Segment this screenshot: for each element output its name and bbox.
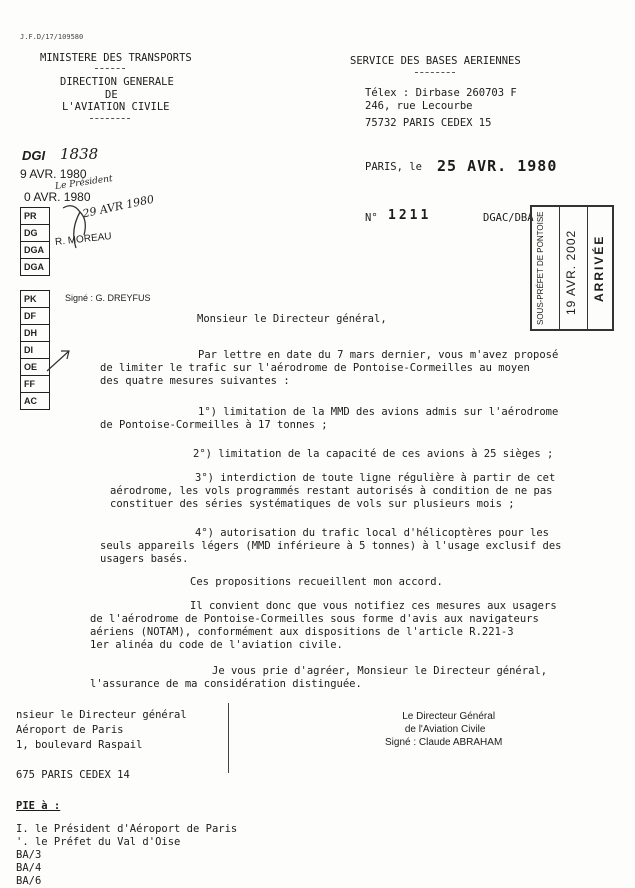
line: 3°) interdiction de toute ligne régulière à partir de cet xyxy=(195,472,556,484)
stamp-date: 19 AVR. 2002 xyxy=(564,229,578,315)
received-date-2: 0 AVR. 1980 xyxy=(24,190,91,204)
copies-label: PIE à : xyxy=(16,800,61,812)
recipient-line: 1, boulevard Raspail xyxy=(16,739,143,751)
routing-cell: DI xyxy=(21,342,49,359)
recipient-line: Aéroport de Paris xyxy=(16,724,124,736)
divider xyxy=(587,207,588,329)
service-name: SERVICE DES BASES AERIENNES xyxy=(350,55,521,67)
routing-box-top xyxy=(20,207,50,276)
closing xyxy=(90,665,547,691)
line: de limiter le trafic sur l'aérodrome de Pontoise-Cormeilles au moyen xyxy=(100,362,530,374)
line: des quatre mesures suivantes : xyxy=(100,375,290,387)
service-code: DGAC/DBA xyxy=(483,212,534,224)
copies-list xyxy=(16,823,237,888)
street-line: 246, rue Lecourbe xyxy=(365,100,473,112)
paragraph-intro xyxy=(100,349,558,388)
telex-line: Télex : Dirbase 260703 F xyxy=(365,87,517,99)
moreau-stamp: R. MOREAU xyxy=(54,231,113,248)
measure-4 xyxy=(100,527,561,566)
line: 2°) limitation de la capacité de ces avions à 25 sièges ; xyxy=(193,448,554,460)
routing-arrow-mark xyxy=(45,345,75,375)
line: de Pontoise-Cormeilles à 17 tonnes ; xyxy=(100,419,328,431)
paragraph-notam xyxy=(90,600,557,652)
line: aérodrome, les vols programmés restant autorisés à condition de ne pas xyxy=(110,485,553,497)
top-reference: J.F.D/17/109580 xyxy=(20,33,84,41)
city-line: 75732 PARIS CEDEX 15 xyxy=(365,117,492,129)
divider xyxy=(415,72,455,74)
signe-dreyfus: Signé : G. DREYFUS xyxy=(65,293,151,303)
divider xyxy=(228,703,229,773)
measure-2 xyxy=(100,448,553,461)
signature-line: Le Directeur Général xyxy=(402,711,496,722)
dgi-stamp: DGI xyxy=(22,148,46,163)
received-date-1: 9 AVR. 1980 xyxy=(20,167,87,181)
line: Ces propositions recueillent mon accord. xyxy=(190,576,443,588)
line: Je vous prie d'agréer, Monsieur le Directeur général, xyxy=(212,665,548,677)
stamp-label: ARRIVÉE xyxy=(592,234,606,302)
routing-cell: FF xyxy=(21,376,49,393)
measure-3 xyxy=(100,472,555,511)
routing-cell: DG xyxy=(21,225,49,242)
routing-cell: DF xyxy=(21,308,49,325)
reference-label: N° xyxy=(365,212,378,224)
date-place: PARIS, le xyxy=(365,161,422,173)
recipient-line: 675 PARIS CEDEX 14 xyxy=(16,769,130,781)
direction-line2: DE xyxy=(105,89,118,101)
copy-line: BA/4 xyxy=(16,862,42,874)
measure-1 xyxy=(100,406,558,432)
routing-cell: PR xyxy=(21,208,49,225)
handwritten-date: 29 AVR 1980 xyxy=(81,192,156,221)
line: 1er alinéa du code de l'aviation civile. xyxy=(90,639,343,651)
handwritten-scribble xyxy=(58,200,118,260)
line: usagers basés. xyxy=(100,553,189,565)
routing-cell: PK xyxy=(21,291,49,308)
routing-cell: AC xyxy=(24,396,37,406)
routing-cell: OE xyxy=(21,359,49,376)
line: 1°) limitation de la MMD des avions admis sur l'aérodrome xyxy=(198,406,559,418)
copy-line: '. le Préfet du Val d'Oise xyxy=(16,836,181,848)
line: seuls appareils légers (MMD inférieure à 5 tonnes) à l'usage exclusif des xyxy=(100,540,562,552)
accord xyxy=(190,576,443,589)
line: aériens (NOTAM), conformément aux dispositions de l'article R.221-3 xyxy=(90,626,514,638)
recipient-line: nsieur le Directeur général xyxy=(16,709,187,721)
routing-cell: DH xyxy=(21,325,49,342)
reference-number: 1211 xyxy=(388,208,432,223)
line: constituer des séries systématiques de vols sur plusieurs mois ; xyxy=(110,498,515,510)
divider xyxy=(95,68,125,70)
copy-line: BA/6 xyxy=(16,875,42,887)
line: l'assurance de ma considération distinguée. xyxy=(90,678,362,690)
divider xyxy=(559,207,560,329)
line: de l'aérodrome de Pontoise-Cormeilles sous forme d'avis aux navigateurs xyxy=(90,613,539,625)
recipient-line xyxy=(16,753,187,768)
routing-cell: DGA xyxy=(21,242,49,259)
routing-cell: DGA xyxy=(24,262,44,272)
dgi-number: 1838 xyxy=(60,145,99,163)
salutation: Monsieur le Directeur général, xyxy=(197,313,387,325)
signature-line: de l'Aviation Civile xyxy=(404,724,486,735)
signature-block xyxy=(385,710,502,749)
ministry-name: MINISTERE DES TRANSPORTS xyxy=(40,52,192,64)
signature-line: Signé : Claude ABRAHAM xyxy=(385,737,503,748)
president-label: Le Président xyxy=(54,174,114,192)
line: Par lettre en date du 7 mars dernier, vous m'avez proposé xyxy=(198,349,559,361)
line: 4°) autorisation du trafic local d'hélicoptères pour les xyxy=(195,527,550,539)
arrival-stamp xyxy=(530,205,614,331)
copy-line: BA/3 xyxy=(16,849,42,861)
stamp-prefecture: SOUS-PRÉFET DE PONTOISE xyxy=(536,211,545,325)
direction-line1: DIRECTION GENERALE xyxy=(60,76,174,88)
recipient-address xyxy=(16,708,187,783)
copy-line: I. le Président d'Aéroport de Paris xyxy=(16,823,238,835)
letter-date: 25 AVR. 1980 xyxy=(437,157,558,175)
line: Il convient donc que vous notifiez ces mesures aux usagers xyxy=(190,600,557,612)
direction-line3: L'AVIATION CIVILE xyxy=(62,101,170,113)
divider xyxy=(90,118,130,120)
